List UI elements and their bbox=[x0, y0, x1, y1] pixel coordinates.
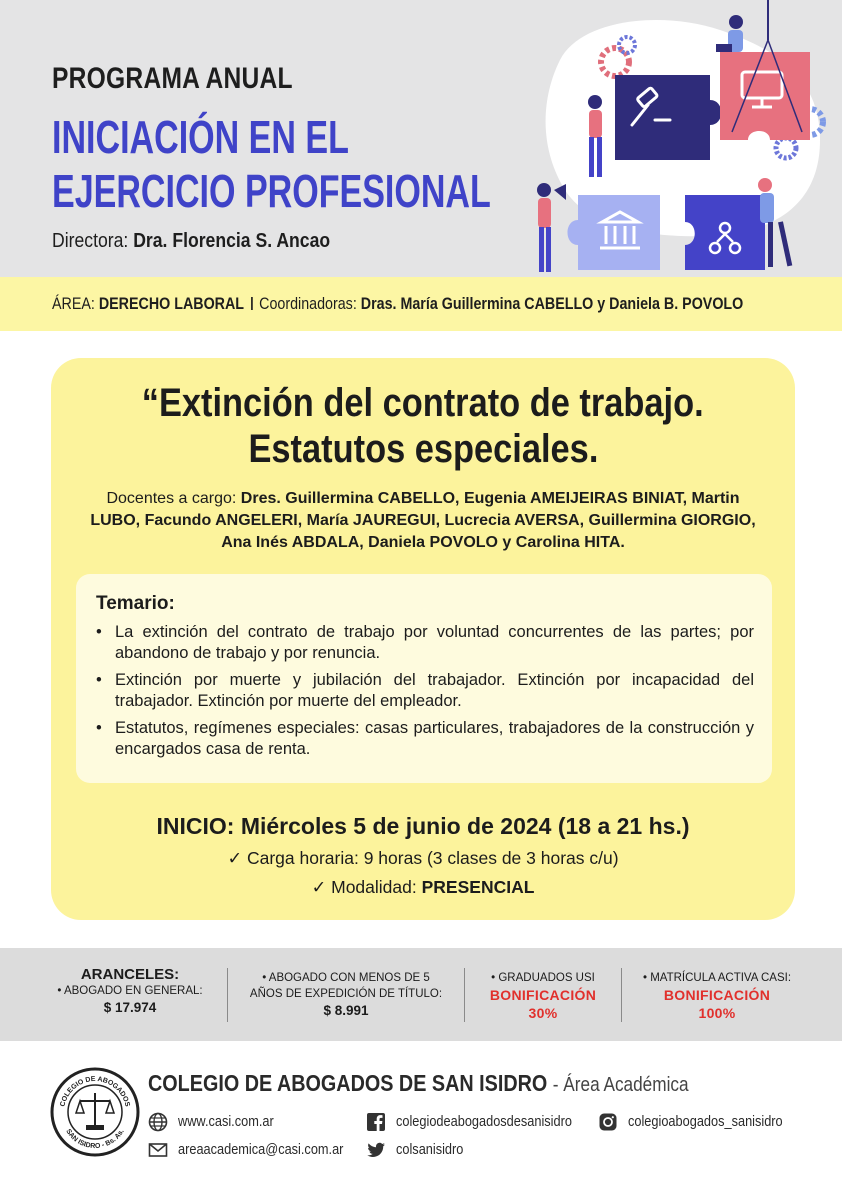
course-card bbox=[51, 358, 795, 920]
fee-young-lawyer bbox=[233, 970, 459, 1020]
bullet-icon: • bbox=[96, 623, 102, 641]
area-name: DERECHO LABORAL bbox=[98, 294, 245, 313]
puzzle-illustration bbox=[520, 0, 842, 277]
bullet-icon: • bbox=[96, 719, 102, 737]
casi-seal-logo bbox=[50, 1067, 140, 1157]
area-line bbox=[52, 294, 743, 314]
syllabus-list bbox=[96, 622, 754, 766]
program-title-line1: INICIACIÓN EN EL bbox=[52, 111, 349, 163]
email-text: areaacademica@casi.com.ar bbox=[178, 1142, 344, 1158]
mode-value: PRESENCIAL bbox=[421, 877, 535, 897]
director-label: Directora: bbox=[52, 230, 129, 252]
course-title-line1: “Extinción del contrato de trabajo. bbox=[142, 381, 704, 425]
fees-title: ARANCELES: bbox=[80, 966, 180, 983]
program-label: PROGRAMA ANUAL bbox=[52, 62, 293, 95]
svg-text:COLEGIO DE ABOGADOS: COLEGIO DE ABOGADOS bbox=[59, 1075, 131, 1108]
instagram-icon bbox=[598, 1112, 618, 1132]
mode-line bbox=[51, 877, 795, 898]
header-banner bbox=[0, 0, 842, 277]
facebook-icon bbox=[366, 1112, 386, 1132]
fee-divider bbox=[464, 968, 465, 1022]
syllabus-item-text: Extinción por muerte y jubilación del trabajador. Extinción por incapacidad del trabajador. Extinción por muerte del empleador. bbox=[115, 671, 754, 710]
bullet-icon: • bbox=[96, 671, 102, 689]
program-title-line2: EJERCICIO PROFESIONAL bbox=[52, 165, 491, 217]
mail-icon bbox=[148, 1140, 168, 1160]
svg-text:SAN ISIDRO - Bs. As.: SAN ISIDRO - Bs. As. bbox=[64, 1128, 126, 1151]
facebook-text: colegiodeabogadosdesanisidro bbox=[396, 1114, 572, 1130]
org-name-line bbox=[148, 1070, 689, 1097]
area-label: ÁREA: bbox=[52, 294, 95, 313]
fee-usi-percent: 30% bbox=[528, 1005, 558, 1021]
course-title bbox=[51, 380, 795, 472]
mode-label: Modalidad: bbox=[331, 877, 417, 897]
check-icon: ✓ bbox=[311, 877, 327, 897]
fee-usi-bonus: BONIFICACIÓN bbox=[489, 987, 597, 1003]
facebook-link[interactable] bbox=[366, 1112, 596, 1132]
twitter-link[interactable] bbox=[366, 1140, 473, 1160]
globe-icon bbox=[148, 1112, 168, 1132]
fee-usi-label: • GRADUADOS USI bbox=[491, 972, 595, 984]
fee-young-value: $ 8.991 bbox=[323, 1003, 369, 1018]
teachers-paragraph bbox=[81, 488, 765, 554]
fee-usi-graduates bbox=[470, 970, 616, 1022]
fee-casi-label: • MATRÍCULA ACTIVA CASI: bbox=[642, 972, 792, 984]
fee-casi-bonus: BONIFICACIÓN bbox=[663, 987, 771, 1003]
syllabus-item-text: La extinción del contrato de trabajo por voluntad concurrentes de las partes; por abandono de trabajo y por renuncia. bbox=[115, 623, 754, 662]
twitter-text: colsanisidro bbox=[396, 1142, 464, 1158]
coordinators-names: Dras. María Guillermina CABELLO y Daniela B. POVOLO bbox=[360, 294, 744, 313]
syllabus-item-text: Estatutos, regímenes especiales: casas particulares, trabajadores de la construcción y encargados casa de renta. bbox=[115, 719, 754, 758]
instagram-link[interactable] bbox=[598, 1112, 804, 1132]
twitter-icon bbox=[366, 1140, 386, 1160]
syllabus-item bbox=[96, 670, 754, 712]
website-text: www.casi.com.ar bbox=[178, 1114, 274, 1130]
fee-young-label-1: • ABOGADO CON MENOS DE 5 bbox=[262, 972, 430, 984]
fee-general bbox=[50, 966, 210, 1017]
separator bbox=[251, 297, 253, 310]
teachers-label: Docentes a cargo: bbox=[106, 490, 237, 507]
teachers-names: Dres. Guillermina CABELLO, Eugenia AMEIJEIRAS BINIAT, Martin LUBO, Facundo ANGELERI, María JAUREGUI, Lucrecia AVERSA, Guillermina GIORGIO, Ana Inés ABDALA, Daniela POVOLO y Carolina HITA. bbox=[90, 490, 756, 551]
hours-line bbox=[51, 848, 795, 869]
course-title-line2: Estatutos especiales. bbox=[248, 427, 598, 471]
website-link[interactable] bbox=[148, 1112, 287, 1132]
org-name: COLEGIO DE ABOGADOS DE SAN ISIDRO bbox=[148, 1070, 548, 1096]
fee-general-value: $ 17.974 bbox=[103, 1000, 157, 1015]
fee-divider bbox=[621, 968, 622, 1022]
syllabus-box bbox=[76, 574, 772, 783]
email-link[interactable] bbox=[148, 1140, 366, 1160]
fee-divider bbox=[227, 968, 228, 1022]
hours-text: Carga horaria: 9 horas (3 clases de 3 horas c/u) bbox=[246, 848, 619, 868]
fees-bar bbox=[0, 948, 842, 1041]
director-line bbox=[52, 230, 330, 253]
fee-casi-percent: 100% bbox=[698, 1005, 736, 1021]
program-title bbox=[52, 110, 491, 218]
syllabus-title: Temario: bbox=[96, 593, 175, 614]
area-bar bbox=[0, 277, 842, 331]
syllabus-item bbox=[96, 622, 754, 664]
check-icon: ✓ bbox=[227, 848, 243, 868]
fee-general-label: • ABOGADO EN GENERAL: bbox=[57, 985, 203, 997]
start-date: INICIO: Miércoles 5 de junio de 2024 (18 a 21 hs.) bbox=[156, 813, 690, 839]
director-name: Dra. Florencia S. Ancao bbox=[133, 230, 331, 252]
org-subtitle: - Área Académica bbox=[552, 1074, 689, 1096]
fee-active-casi bbox=[627, 970, 807, 1022]
syllabus-item bbox=[96, 718, 754, 760]
fee-young-label-2: AÑOS DE EXPEDICIÓN DE TÍTULO: bbox=[249, 988, 443, 1000]
instagram-text: colegioabogados_sanisidro bbox=[628, 1114, 783, 1130]
coordinators-label: Coordinadoras: bbox=[259, 294, 357, 313]
